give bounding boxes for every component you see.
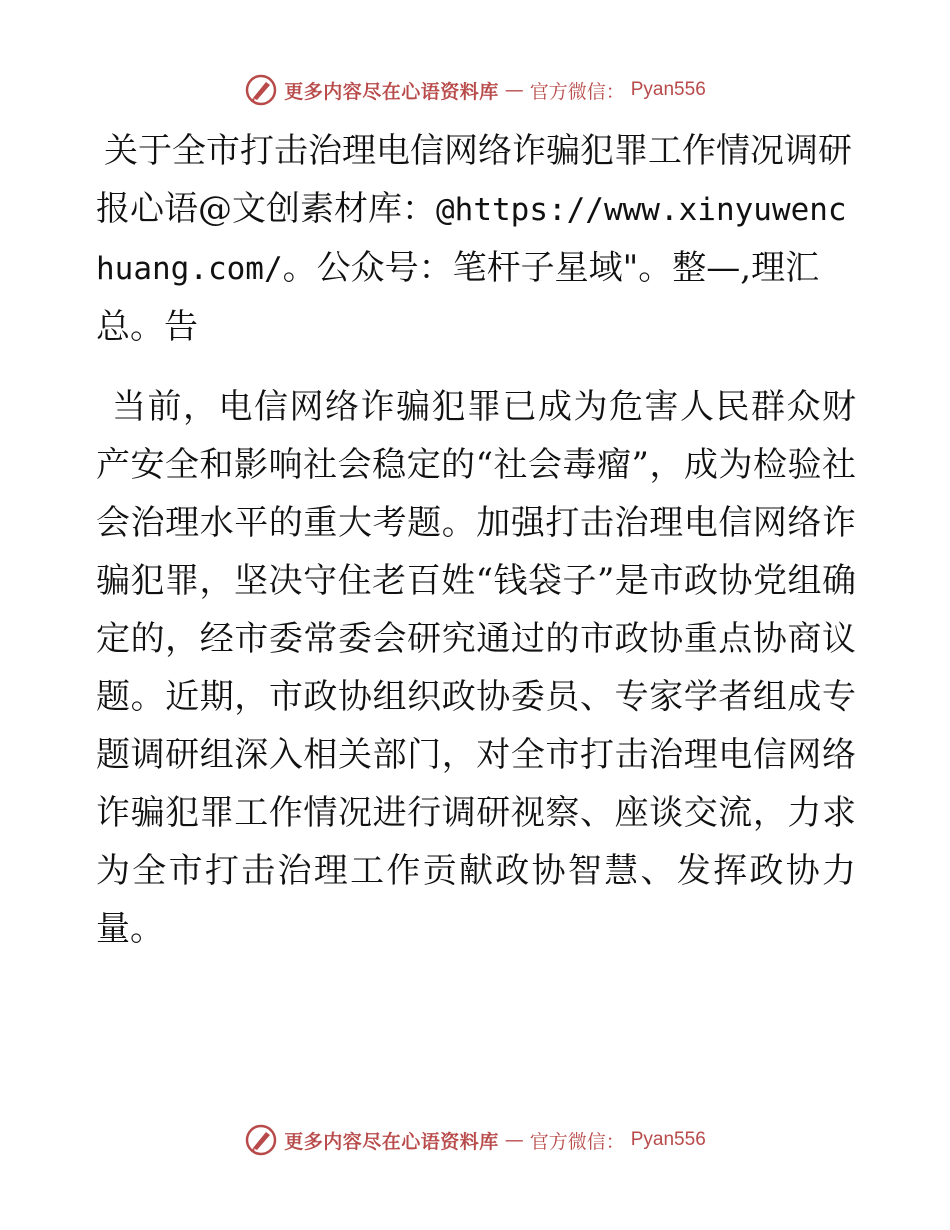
banner-dash: — xyxy=(504,1129,524,1151)
banner-wechat-label: 官方微信： xyxy=(529,1130,625,1153)
banner-wechat-label: 官方微信： xyxy=(529,80,625,103)
title-part-1: 关于全市打击治理电信网络诈骗犯罪工作情况调研报心语@文创素材库： xyxy=(96,131,852,229)
quill-pen-logo-icon xyxy=(244,73,278,107)
banner-slogan: 更多内容尽在心语资料库 xyxy=(284,1130,499,1153)
quill-pen-logo-icon xyxy=(244,1123,278,1157)
banner-slogan: 更多内容尽在心语资料库 xyxy=(284,80,499,103)
banner-wechat-id: Pyan556 xyxy=(630,1129,706,1150)
banner-wechat-id: Pyan556 xyxy=(630,79,706,100)
title-url: @https://www.xinyuwenchuang.com/ xyxy=(96,192,847,287)
body-paragraph: 当前，电信网络诈骗犯罪已成为危害人民群众财产安全和影响社会稳定的“社会毒瘤”，成为检验社会治理水平的重大考题。加强打击治理电信网络诈骗犯罪，坚决守住老百姓“钱袋子”是市政协党组确定的，经市委常委会研究通过的市政协重点协商议题。近期，市政协组织政协委员、专家学者组成专题调研组深入相关部门，对全市打击治理电信网络诈骗犯罪工作情况进行调研视察、座谈交流，力求为全市打击治理工作贡献政协智慧、发挥政协力量。 xyxy=(96,387,856,949)
banner-dash: — xyxy=(504,79,524,101)
document-body xyxy=(96,122,856,958)
footer-banner xyxy=(0,1120,950,1160)
title-part-3: 。公众号：笔杆子星域"。整—,理汇总。告 xyxy=(96,248,820,347)
document-title xyxy=(96,122,856,356)
header-banner xyxy=(0,70,950,110)
